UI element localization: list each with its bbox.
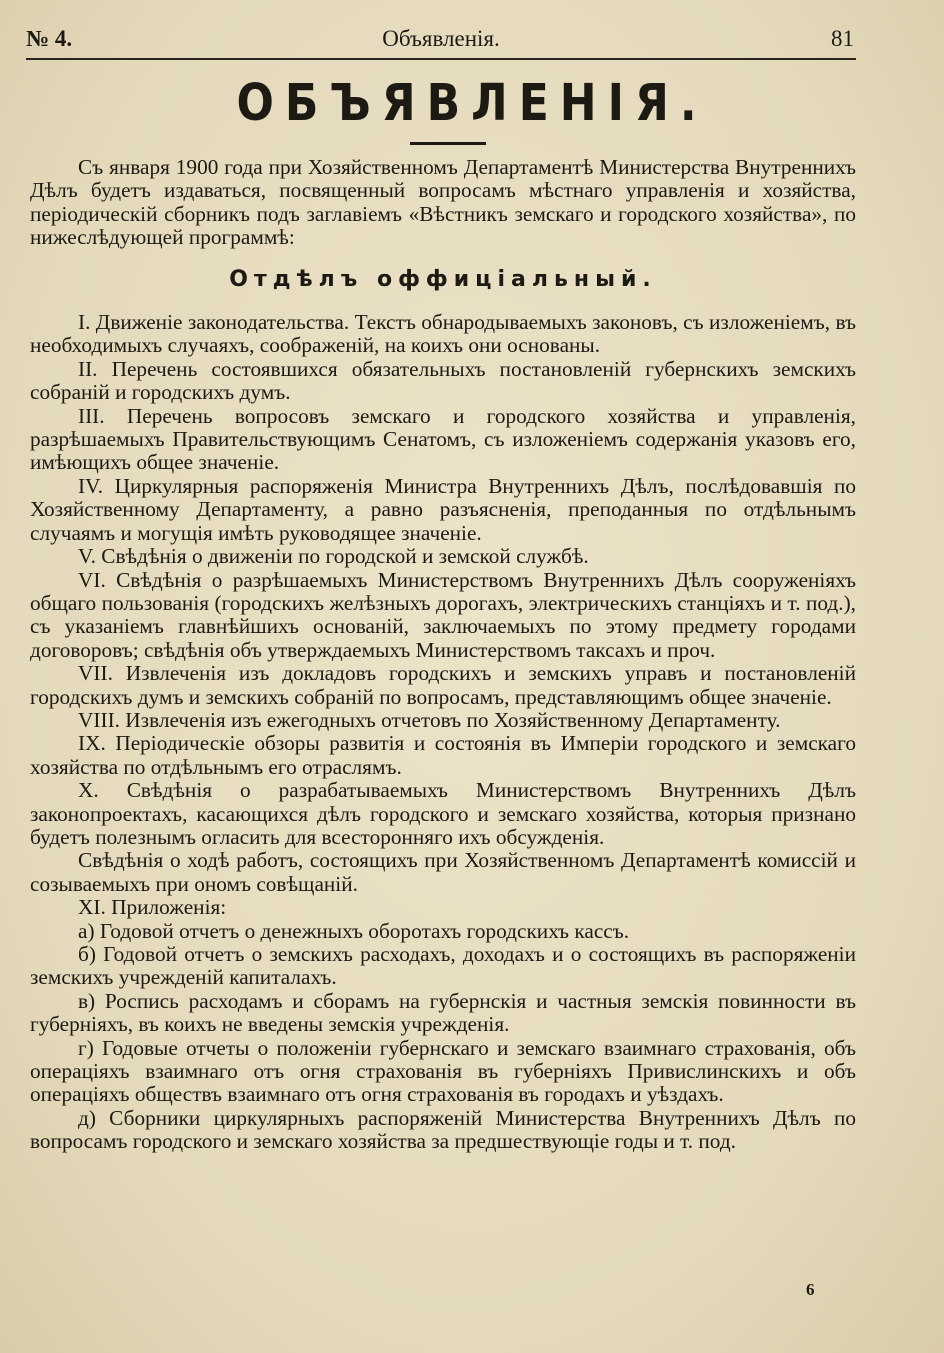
- program-item-10: X. Свѣдѣнія о разрабатываемыхъ Министерствомъ Внутреннихъ Дѣлъ законопроектахъ, касающихся дѣлъ городского и земскаго хозяйства, которыя признано будетъ полезнымъ огласить для всесторонняго ихъ обсужденія.: [30, 778, 856, 849]
- program-item-8: VIII. Извлеченія изъ ежегодныхъ отчетовъ по Хозяйственному Департаменту.: [78, 707, 781, 732]
- program-item-4: IV. Циркулярныя распоряженія Министра Внутреннихъ Дѣлъ, послѣдовавшія по Хозяйственному Департаменту, а равно разъясненія, преподанныя по отдѣльнымъ случаямъ и могущія имѣть руководящее значеніе.: [30, 473, 856, 545]
- section-heading: Отдѣлъ оффиціальный.: [229, 266, 657, 292]
- header-rule: [818, 58, 856, 60]
- appendix-item-b: б) Годовой отчетъ о земскихъ расходахъ, доходахъ и о состоящихъ въ распоряженіи земскихъ учрежденій капиталахъ.: [30, 942, 856, 990]
- section-title: Объявленія.: [382, 26, 500, 51]
- running-head: [26, 24, 856, 60]
- program-item-7: VII. Извлеченія изъ докладовъ городскихъ и земскихъ управъ и постановленій городскихъ думъ и земскихъ собраній по вопросамъ, представляющимъ общее значеніе.: [30, 661, 856, 709]
- program-item-5: V. Свѣдѣнія о движеніи по городской и земской службѣ.: [78, 544, 589, 569]
- issue-number: № 4.: [26, 26, 73, 51]
- appendix-item-a: а) Годовой отчетъ о денежныхъ оборотахъ городскихъ кассъ.: [78, 918, 630, 943]
- appendix-item-v: в) Роспись расходамъ и сборамъ на губернскія и частныя земскія повинности въ губерніяхъ, въ коихъ не введены земскія учрежденія.: [30, 988, 856, 1037]
- program-item-1: I. Движеніе законодательства. Текстъ обнародываемыхъ законовъ, съ изложеніемъ, въ необходимыхъ случаяхъ, соображеній, на коихъ они основаны.: [30, 310, 856, 358]
- program-item-6: VI. Свѣдѣнія о разрѣшаемыхъ Министерствомъ Внутреннихъ Дѣлъ сооруженіяхъ общаго пользованія (городскихъ желѣзныхъ дорогахъ, электрическихъ станціяхъ и т. под.), съ указаніемъ главнѣйшихъ основаній, заключаемыхъ по этому предмету городами договоровъ; свѣдѣнія объ утверждаемыхъ Министерствомъ таксахъ и проч.: [30, 567, 856, 662]
- intro-paragraph: Съ января 1900 года при Хозяйственномъ Департаментѣ Министерства Внутреннихъ Дѣлъ будетъ издаваться, посвященный вопросамъ мѣстнаго управленія и хозяйства, періодическій сборникъ подъ заглавіемъ «Вѣстникъ земскаго и городского хозяйства», по нижеслѣдующей программѣ:: [30, 155, 856, 250]
- program-item-2: II. Перечень состоявшихся обязательныхъ постановленій губернскихъ земскихъ собраній и городскихъ думъ.: [30, 356, 856, 405]
- program-item-11: XI. Приложенія:: [78, 895, 227, 920]
- article-body: [30, 156, 856, 1154]
- program-item-10-note: Свѣдѣнія о ходѣ работъ, состоящихъ при Хозяйственномъ Департаментѣ комиссій и созываемыхъ при ономъ совѣщаній.: [30, 848, 856, 896]
- appendix-item-d: д) Сборники циркулярныхъ распоряженій Министерства Внутреннихъ Дѣлъ по вопросамъ городского и земскаго хозяйства за предшествующіе годы и т. под.: [30, 1105, 856, 1154]
- program-item-3: III. Перечень вопросовъ земскаго и городского хозяйства и управленія, разрѣшаемыхъ Правительствующимъ Сенатомъ, съ изложеніемъ содержанія указовъ его, имѣющихъ общее значеніе.: [30, 403, 856, 475]
- appendix-item-g: г) Годовые отчеты о положеніи губернскаго и земскаго взаимнаго страхованія, объ операціяхъ взаимнаго отъ огня страхованія въ губерніяхъ Привислинскихъ и объ операціяхъ обществъ взаимнаго отъ огня страхованія въ городахъ и уѣздахъ.: [30, 1035, 856, 1107]
- title-rule: [410, 142, 486, 145]
- page-number: 81: [831, 26, 854, 51]
- page-title: ОБЪЯВЛЕНІЯ.: [236, 74, 708, 133]
- program-item-9: IX. Періодическіе обзоры развитія и состоянія въ Имперіи городского и земскаго хозяйства по отдѣльнымъ его отраслямъ.: [30, 731, 856, 779]
- signature-mark: 6: [806, 1280, 815, 1299]
